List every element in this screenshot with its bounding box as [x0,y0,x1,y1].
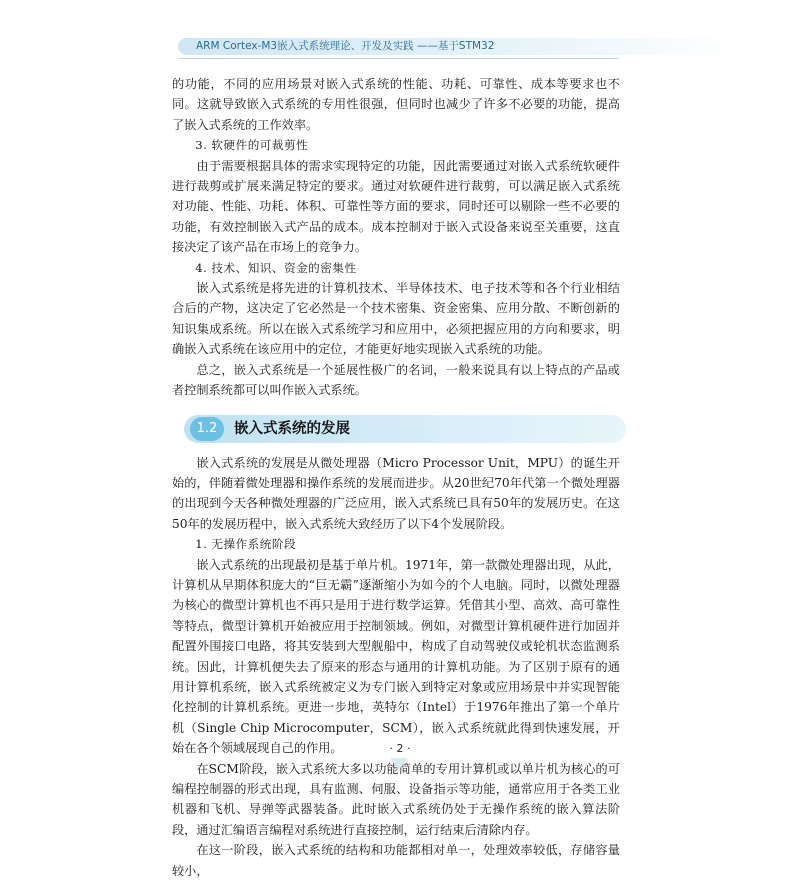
subheading-stage-1: 1. 无操作系统阶段 [195,537,297,552]
header-divider [178,58,618,59]
subheading-4: 4. 技术、知识、资金的密集性 [195,260,357,275]
paragraph: 总之，嵌入式系统是一个延展性极广的名词，一般来说具有以上特点的产品或者控制系统都可以叫作嵌入式系统。 [172,362,620,398]
section-title: 嵌入式系统的发展 [234,420,350,437]
paragraph: 在这一阶段，嵌入式系统的结构和功能都相对单一，处理效率较低，存储容量较小， [172,843,620,878]
paragraph: 嵌入式系统的出现最初是基于单片机。1971年，第一款微处理器出现，从此，计算机从早期体积庞大的“巨无霸”逐渐缩小为如今的个人电脑。同时，以微处理器为核心的微型计算机也不再只是用于进行数学运算。凭借其小型、高效、高可靠性等特点，微型计算机开始被应用于控制领域。例如，对微型计算机硬件进行加固并配置外围接口电路，将其安装到大型舰船中，构成了自动驾驶仪或轮机状态监测系统。因此，计算机便失去了原来的形态与通用的计算机功能。为了区别于原有的通用计算机系统，嵌入式系统被定义为专门嵌入到特定对象或应用场景中并实现智能化控制的计算机系统。更进一步地，英特尔（Intel）于1976年推出了第一个单片机（Single Chip Microcomputer，SCM），嵌入式系统就此得到快速发展，开始在各个领域展现自己的作用。 [172,557,620,756]
paragraph: 由于需要根据具体的需求实现特定的功能，因此需要通过对嵌入式系统软硬件进行裁剪或扩展来满足特定的要求。通过对软硬件进行裁剪，可以满足嵌入式系统对功能、性能、功耗、体积、可靠性等方面的要求，同时还可以剔除一些不必要的功能，有效控制嵌入式产品的成本。成本控制对于嵌入式设备来说至关重要，这直接决定了该产品在市场上的竞争力。 [172,158,620,255]
paragraph: 在SCM阶段，嵌入式系统大多以功能简单的专用计算机或以单片机为核心的可编程控制器的形式出现，具有监测、伺服、设备指示等功能，通常应用于各类工业机器和飞机、导弹等武器装备。此时嵌入式系统仍处于无操作系统的嵌入算法阶段，通过汇编语言编程对系统进行直接控制，运行结束后清除内存。 [172,761,620,837]
running-header-title: ARM Cortex-M3嵌入式系统理论、开发及实践 ——基于STM32 [196,40,495,52]
section-number-badge: 1.2 [190,417,224,441]
paragraph-continued: 的功能，不同的应用场景对嵌入式系统的性能、功耗、可靠性、成本等要求也不同。这就导致嵌入式系统的专用性很强，但同时也减少了许多不必要的功能，提高了嵌入式系统的工作效率。 [172,77,620,132]
page-number: · 2 · [389,742,411,755]
section-heading [184,415,626,443]
paragraph: 嵌入式系统的发展是从微处理器（Micro Processor Unit，MPU）的诞生开始的，伴随着微处理器和操作系统的发展而进步。从20世纪70年代第一个微处理器的出现到今天各种微处理器的广泛应用，嵌入式系统已具有50年的发展历史。在这50年的发展历程中，嵌入式系统大致经历了以下4个发展阶段。 [172,455,620,531]
paragraph: 嵌入式系统是将先进的计算机技术、半导体技术、电子技术等和各个行业相结合后的产物，这决定了它必然是一个技术密集、资金密集、应用分散、不断创新的知识集成系统。所以在嵌入式系统学习和应用中，必须把握应用的方向和要求，明确嵌入式系统在该应用中的定位，才能更好地实现嵌入式系统的功能。 [172,281,620,357]
page-marker-icon [390,758,408,770]
subheading-3: 3. 软硬件的可裁剪性 [195,138,309,153]
